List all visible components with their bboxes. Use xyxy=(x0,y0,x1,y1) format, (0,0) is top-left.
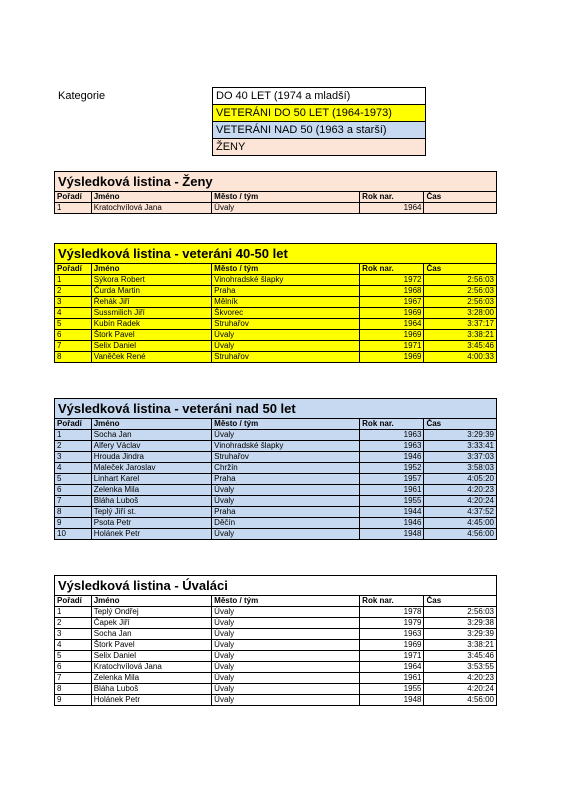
cell-year: 1978 xyxy=(360,607,424,618)
cell-rank: 8 xyxy=(55,507,92,518)
cell-year: 1961 xyxy=(360,485,424,496)
cell-city: Struhařov xyxy=(212,352,360,363)
header-year: Rok nar. xyxy=(360,192,424,203)
header-rank: Pořadí xyxy=(55,264,92,275)
results-veterans-over-50-section xyxy=(54,398,497,540)
cell-city: Úvaly xyxy=(212,607,360,618)
cell-time: 4:37:52 xyxy=(424,507,497,518)
cell-time xyxy=(424,203,497,214)
cell-name: Holánek Petr xyxy=(91,695,211,706)
header-time: Čas xyxy=(424,596,497,607)
table-row xyxy=(55,441,497,452)
cell-city: Chržín xyxy=(212,463,360,474)
cell-time: 4:56:00 xyxy=(424,529,497,540)
cell-name: Štork Pavel xyxy=(91,640,211,651)
cell-rank: 4 xyxy=(55,463,92,474)
table-row xyxy=(55,695,497,706)
legend-item-veterans-40-50: VETERÁNI DO 50 LET (1964-1973) xyxy=(213,105,426,122)
cell-city: Úvaly xyxy=(212,529,360,540)
results-table xyxy=(54,398,497,540)
cell-city: Vinohradské šlapky xyxy=(212,275,360,286)
table-header-row xyxy=(55,264,497,275)
cell-name: Kratochvílová Jana xyxy=(91,662,211,673)
category-legend xyxy=(212,87,426,156)
cell-year: 1968 xyxy=(360,286,424,297)
cell-name: Hrouda Jindra xyxy=(91,452,211,463)
cell-city: Úvaly xyxy=(212,629,360,640)
cell-year: 1948 xyxy=(360,529,424,540)
legend-item-veterans-over-50: VETERÁNI NAD 50 (1963 a starší) xyxy=(213,122,426,139)
table-header-row xyxy=(55,419,497,430)
cell-time: 3:53:55 xyxy=(424,662,497,673)
cell-rank: 4 xyxy=(55,308,92,319)
cell-rank: 5 xyxy=(55,319,92,330)
table-row xyxy=(55,518,497,529)
cell-year: 1969 xyxy=(360,308,424,319)
table-row xyxy=(55,662,497,673)
cell-rank: 5 xyxy=(55,651,92,662)
header-city: Město / tým xyxy=(212,419,360,430)
category-label: Kategorie xyxy=(58,90,106,102)
cell-rank: 6 xyxy=(55,485,92,496)
cell-city: Úvaly xyxy=(212,618,360,629)
cell-city: Praha xyxy=(212,474,360,485)
cell-year: 1969 xyxy=(360,330,424,341)
cell-year: 1979 xyxy=(360,618,424,629)
cell-year: 1969 xyxy=(360,640,424,651)
cell-city: Úvaly xyxy=(212,673,360,684)
cell-name: Zelenka Mila xyxy=(91,485,211,496)
table-row xyxy=(55,673,497,684)
cell-time: 3:29:38 xyxy=(424,618,497,629)
cell-time: 4:45:00 xyxy=(424,518,497,529)
table-row xyxy=(55,507,497,518)
cell-time: 3:45:46 xyxy=(424,651,497,662)
cell-rank: 2 xyxy=(55,618,92,629)
cell-rank: 1 xyxy=(55,275,92,286)
cell-time: 3:28:00 xyxy=(424,308,497,319)
table-title: Výsledková listina - veteráni nad 50 let xyxy=(55,399,497,419)
cell-time: 4:20:24 xyxy=(424,496,497,507)
table-row xyxy=(55,308,497,319)
cell-year: 1948 xyxy=(360,695,424,706)
cell-year: 1963 xyxy=(360,441,424,452)
cell-time: 3:58:03 xyxy=(424,463,497,474)
table-row xyxy=(55,496,497,507)
cell-rank: 8 xyxy=(55,352,92,363)
results-table xyxy=(54,171,497,214)
cell-name: Holánek Petr xyxy=(91,529,211,540)
table-row xyxy=(55,286,497,297)
header-city: Město / tým xyxy=(212,596,360,607)
cell-city: Úvaly xyxy=(212,430,360,441)
header-city: Město / tým xyxy=(212,192,360,203)
cell-year: 1944 xyxy=(360,507,424,518)
cell-year: 1952 xyxy=(360,463,424,474)
table-row xyxy=(55,529,497,540)
cell-year: 1971 xyxy=(360,651,424,662)
table-row xyxy=(55,452,497,463)
header-city: Město / tým xyxy=(212,264,360,275)
cell-rank: 1 xyxy=(55,607,92,618)
cell-time: 4:00:33 xyxy=(424,352,497,363)
cell-name: Socha Jan xyxy=(91,430,211,441)
cell-name: Selix Daniel xyxy=(91,651,211,662)
cell-time: 3:45:46 xyxy=(424,341,497,352)
cell-city: Struhařov xyxy=(212,452,360,463)
cell-time: 3:37:17 xyxy=(424,319,497,330)
cell-city: Úvaly xyxy=(212,341,360,352)
cell-rank: 8 xyxy=(55,684,92,695)
cell-time: 3:38:21 xyxy=(424,640,497,651)
table-row xyxy=(55,275,497,286)
cell-year: 1963 xyxy=(360,629,424,640)
header-year: Rok nar. xyxy=(360,419,424,430)
cell-name: Socha Jan xyxy=(91,629,211,640)
cell-city: Mělník xyxy=(212,297,360,308)
header-time: Čas xyxy=(424,419,497,430)
cell-rank: 2 xyxy=(55,286,92,297)
cell-name: Sussmilich Jiří xyxy=(91,308,211,319)
cell-rank: 5 xyxy=(55,474,92,485)
table-row xyxy=(55,485,497,496)
cell-year: 1963 xyxy=(360,430,424,441)
cell-year: 1946 xyxy=(360,518,424,529)
cell-name: Psota Petr xyxy=(91,518,211,529)
cell-time: 4:05:20 xyxy=(424,474,497,485)
table-title: Výsledková listina - Ženy xyxy=(55,172,497,192)
table-header-row xyxy=(55,192,497,203)
cell-name: Alfery Václav xyxy=(91,441,211,452)
legend-item-women: ŽENY xyxy=(213,139,426,156)
cell-city: Úvaly xyxy=(212,496,360,507)
cell-name: Bláha Luboš xyxy=(91,684,211,695)
cell-name: Teplý Jiří st. xyxy=(91,507,211,518)
cell-rank: 6 xyxy=(55,662,92,673)
table-row xyxy=(55,474,497,485)
header-year: Rok nar. xyxy=(360,596,424,607)
table-title: Výsledková listina - Úvaláci xyxy=(55,576,497,596)
cell-time: 2:56:03 xyxy=(424,297,497,308)
results-table xyxy=(54,575,497,706)
cell-rank: 2 xyxy=(55,441,92,452)
cell-rank: 9 xyxy=(55,695,92,706)
cell-name: Linhart Karel xyxy=(91,474,211,485)
cell-city: Úvaly xyxy=(212,662,360,673)
cell-time: 3:29:39 xyxy=(424,629,497,640)
cell-year: 1969 xyxy=(360,352,424,363)
cell-rank: 7 xyxy=(55,341,92,352)
cell-rank: 7 xyxy=(55,673,92,684)
cell-rank: 1 xyxy=(55,203,92,214)
cell-year: 1967 xyxy=(360,297,424,308)
table-row xyxy=(55,463,497,474)
cell-city: Úvaly xyxy=(212,640,360,651)
legend-item-under-40: DO 40 LET (1974 a mladší) xyxy=(213,88,426,105)
table-header-row xyxy=(55,596,497,607)
header-name: Jméno xyxy=(91,596,211,607)
cell-time: 3:38:21 xyxy=(424,330,497,341)
table-row xyxy=(55,330,497,341)
cell-city: Úvaly xyxy=(212,485,360,496)
table-row xyxy=(55,203,497,214)
cell-city: Praha xyxy=(212,507,360,518)
table-row xyxy=(55,629,497,640)
header-year: Rok nar. xyxy=(360,264,424,275)
header-rank: Pořadí xyxy=(55,419,92,430)
header-time: Čas xyxy=(424,264,497,275)
table-row xyxy=(55,640,497,651)
cell-name: Teplý Ondřej xyxy=(91,607,211,618)
cell-city: Praha xyxy=(212,286,360,297)
cell-year: 1946 xyxy=(360,452,424,463)
cell-rank: 9 xyxy=(55,518,92,529)
cell-rank: 3 xyxy=(55,629,92,640)
table-row xyxy=(55,341,497,352)
cell-rank: 3 xyxy=(55,452,92,463)
cell-name: Čapek Jiří xyxy=(91,618,211,629)
header-name: Jméno xyxy=(91,192,211,203)
cell-city: Vinohradské šlapky xyxy=(212,441,360,452)
results-women-section xyxy=(54,171,497,214)
cell-year: 1955 xyxy=(360,496,424,507)
cell-name: Vaněček René xyxy=(91,352,211,363)
cell-name: Sýkora Robert xyxy=(91,275,211,286)
table-row xyxy=(55,684,497,695)
cell-time: 4:56:00 xyxy=(424,695,497,706)
header-name: Jméno xyxy=(91,264,211,275)
header-rank: Pořadí xyxy=(55,192,92,203)
cell-city: Úvaly xyxy=(212,695,360,706)
cell-name: Kubín Radek xyxy=(91,319,211,330)
cell-name: Maleček Jaroslav xyxy=(91,463,211,474)
cell-year: 1972 xyxy=(360,275,424,286)
table-row xyxy=(55,352,497,363)
cell-rank: 1 xyxy=(55,430,92,441)
table-row xyxy=(55,430,497,441)
cell-rank: 10 xyxy=(55,529,92,540)
cell-year: 1957 xyxy=(360,474,424,485)
cell-name: Selix Daniel xyxy=(91,341,211,352)
cell-time: 3:37:03 xyxy=(424,452,497,463)
cell-city: Děčín xyxy=(212,518,360,529)
cell-name: Štork Pavel xyxy=(91,330,211,341)
table-row xyxy=(55,607,497,618)
cell-city: Škvorec xyxy=(212,308,360,319)
cell-rank: 6 xyxy=(55,330,92,341)
cell-year: 1964 xyxy=(360,319,424,330)
cell-name: Zelenka Mila xyxy=(91,673,211,684)
table-row xyxy=(55,618,497,629)
cell-rank: 7 xyxy=(55,496,92,507)
cell-time: 4:20:23 xyxy=(424,485,497,496)
header-name: Jméno xyxy=(91,419,211,430)
table-title: Výsledková listina - veteráni 40-50 let xyxy=(55,244,497,264)
cell-city: Úvaly xyxy=(212,651,360,662)
results-veterans-40-50-section xyxy=(54,243,497,363)
header-time: Čas xyxy=(424,192,497,203)
cell-year: 1971 xyxy=(360,341,424,352)
cell-year: 1964 xyxy=(360,203,424,214)
cell-time: 4:20:24 xyxy=(424,684,497,695)
cell-city: Struhařov xyxy=(212,319,360,330)
cell-time: 2:56:03 xyxy=(424,275,497,286)
table-row xyxy=(55,319,497,330)
cell-time: 4:20:23 xyxy=(424,673,497,684)
cell-time: 2:56:03 xyxy=(424,607,497,618)
cell-year: 1964 xyxy=(360,662,424,673)
cell-year: 1955 xyxy=(360,684,424,695)
cell-time: 2:56:03 xyxy=(424,286,497,297)
results-uvalaci-section xyxy=(54,575,497,706)
cell-rank: 3 xyxy=(55,297,92,308)
cell-time: 3:29:39 xyxy=(424,430,497,441)
cell-name: Čurda Martin xyxy=(91,286,211,297)
cell-city: Úvaly xyxy=(212,203,360,214)
cell-city: Úvaly xyxy=(212,684,360,695)
cell-city: Úvaly xyxy=(212,330,360,341)
cell-name: Řehák Jiří xyxy=(91,297,211,308)
table-row xyxy=(55,297,497,308)
results-table xyxy=(54,243,497,363)
cell-time: 3:33:41 xyxy=(424,441,497,452)
cell-year: 1961 xyxy=(360,673,424,684)
cell-name: Kratochvílová Jana xyxy=(91,203,211,214)
table-row xyxy=(55,651,497,662)
header-rank: Pořadí xyxy=(55,596,92,607)
cell-name: Bláha Luboš xyxy=(91,496,211,507)
cell-rank: 4 xyxy=(55,640,92,651)
